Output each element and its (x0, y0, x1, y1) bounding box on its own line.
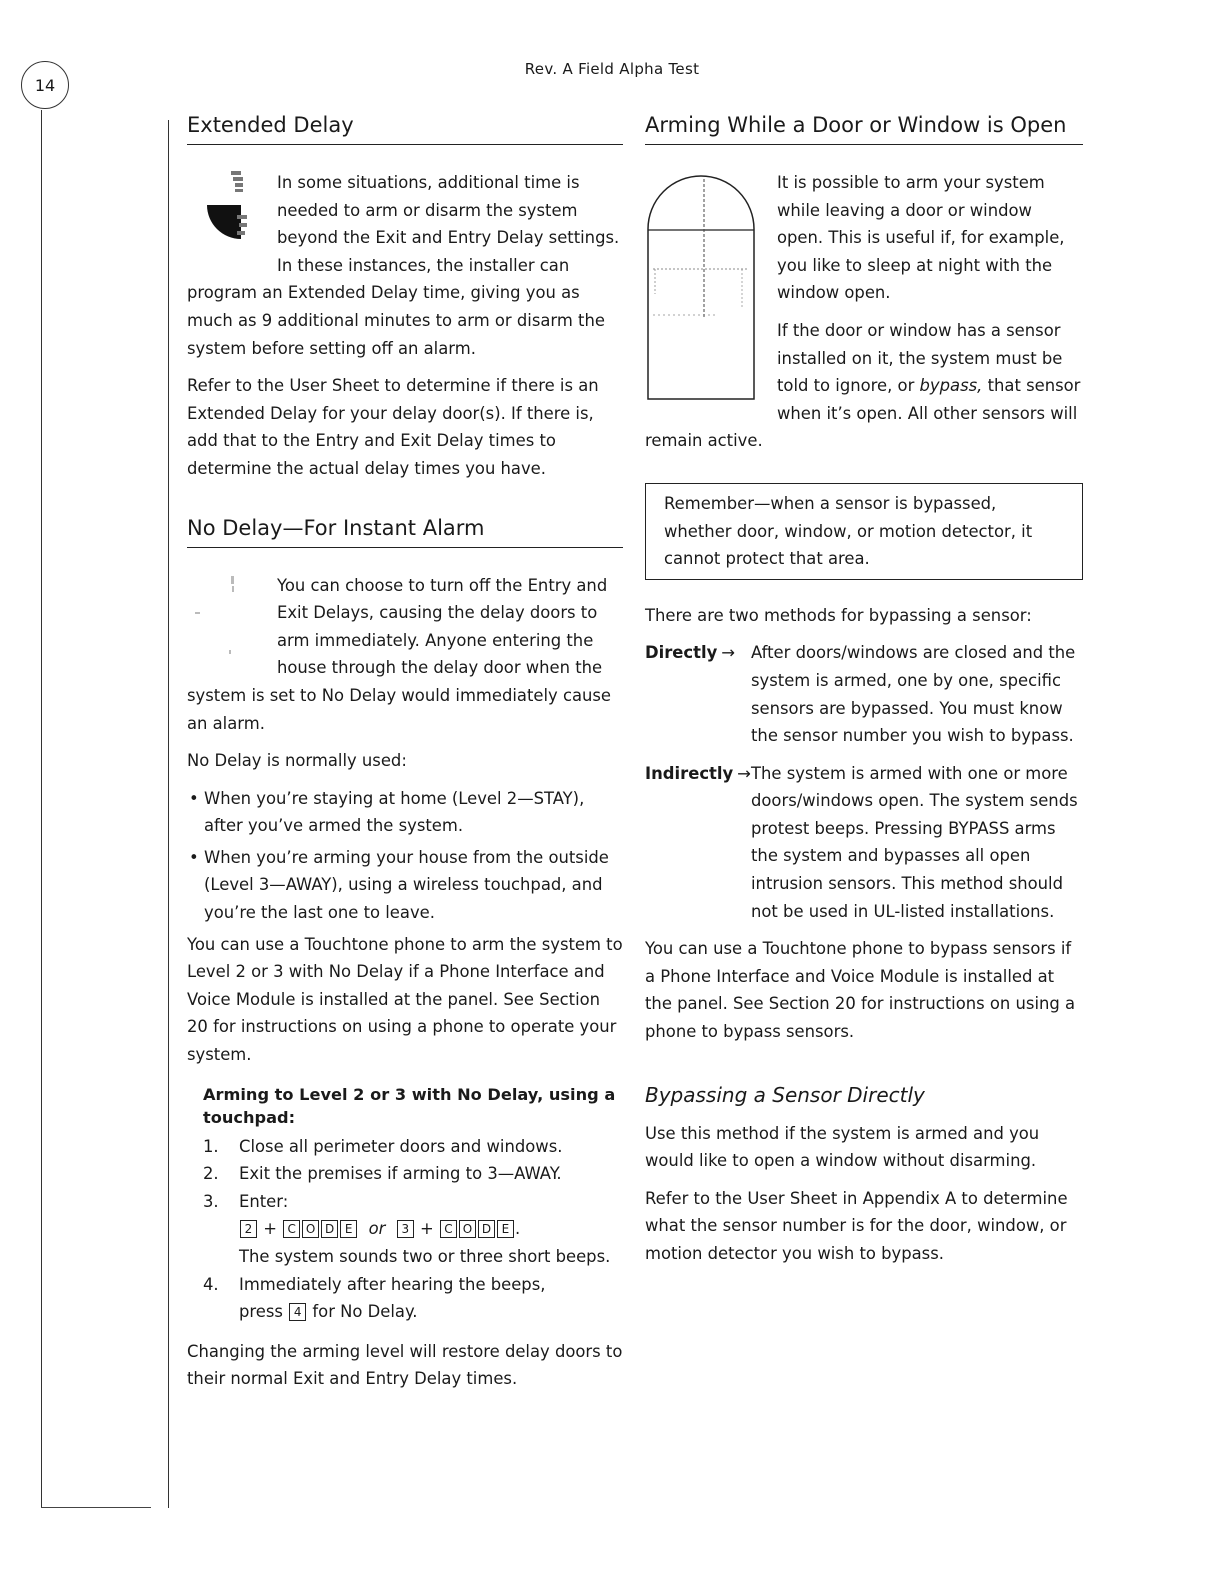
bypass-para1: Use this method if the system is armed and you would like to open a window without disarming. (645, 1123, 1040, 1171)
arming-open-para2: If the door or window has a sensor installed on it, the system must be told to ignore, or bypass, that sensor when it’s open. All other sensors will remain active. (645, 320, 1081, 451)
running-head: Rev. A Field Alpha Test (524, 60, 700, 78)
list-item: • When you’re arming your house from the outside (Level 3—AWAY), using a wireless touchpad, and you’re the last one to leave. (189, 847, 609, 923)
key-sequence: 2 + C O D E or 3 + C O D E . (239, 1219, 520, 1238)
keypad-key: E (497, 1220, 514, 1238)
keypad-key: C (283, 1220, 300, 1238)
step3-result: The system sounds two or three short beeps. (239, 1247, 611, 1266)
remember-note-text: Remember—when a sensor is bypassed, whether door, window, or motion detector, it cannot protect that area. (664, 493, 1033, 569)
methods-intro: There are two methods for bypassing a sensor: (645, 605, 1032, 625)
extended-delay-section (187, 169, 623, 483)
arming-open-section (645, 169, 1083, 1268)
left-column (187, 110, 623, 1403)
arming-steps (187, 1133, 623, 1326)
arming-open-heading: Arming While a Door or Window is Open (645, 110, 1083, 145)
arming-subheading: Arming to Level 2 or 3 with No Delay, using a touchpad: (203, 1084, 616, 1127)
indirectly-term: Indirectly (645, 763, 734, 783)
method-indirectly (645, 760, 1083, 926)
keypad-key: O (302, 1220, 319, 1238)
column-rule (168, 120, 169, 1508)
remember-note-box (645, 483, 1083, 580)
arming-open-para1: It is possible to arm your system while leaving a door or window open. This is useful if, for example, you like to sleep at night with the window open. (777, 173, 1065, 303)
keypad-key: 4 (289, 1303, 306, 1321)
directly-text: After doors/windows are closed and the system is armed, one by one, specific sensors are bypassed. You must know the sensor number you wish to bypass. (751, 643, 1076, 746)
keypad-key: 3 (397, 1220, 414, 1238)
keypad-key: D (478, 1220, 495, 1238)
no-delay-para3: You can use a Touchtone phone to arm the system to Level 2 or 3 with No Delay if a Phone Interface and Voice Module is installed at the panel. See Section 20 for instructions on using a phone to operate your system. (187, 934, 623, 1065)
faint-clock-illustration-icon (187, 572, 275, 668)
no-delay-para4: Changing the arming level will restore delay doors to their normal Exit and Entry Delay times. (187, 1341, 623, 1389)
bypass-directly-heading: Bypassing a Sensor Directly (645, 1082, 925, 1107)
method-directly (645, 639, 1083, 749)
keypad-key: C (440, 1220, 457, 1238)
extended-delay-para1: In some situations, additional time is needed to arm or disarm the system beyond the Exit and Entry Delay settings. In these instances, the installer can program an Extended Delay time, giving you as much as 9 additional minutes to arm or disarm the system before setting off an alarm. (187, 173, 620, 358)
list-item: 3. Enter: 2 + C O D E or 3 + C O D E . The system sounds two or three short beeps. (203, 1191, 611, 1266)
arrow-right-icon: → (721, 643, 736, 663)
list-item: • When you’re staying at home (Level 2—STAY), after you’ve armed the system. (189, 788, 585, 836)
keypad-key: 2 (240, 1220, 257, 1238)
bypass-para2: Refer to the User Sheet in Appendix A to determine what the sensor number is for the door, window, or motion detector you wish to bypass. (645, 1188, 1068, 1263)
window-illustration-icon (645, 169, 757, 401)
no-delay-heading: No Delay—For Instant Alarm (187, 513, 623, 548)
directly-term: Directly (645, 643, 718, 663)
right-column (645, 110, 1083, 1278)
no-delay-section (187, 572, 623, 1393)
margin-foot-rule (41, 1507, 151, 1508)
keypad-key: O (459, 1220, 476, 1238)
list-item: 2. Exit the premises if arming to 3—AWAY. (203, 1164, 562, 1184)
list-item: 4. Immediately after hearing the beeps, press 4 for No Delay. (203, 1274, 546, 1322)
indirectly-text: The system is armed with one or more doors/windows open. The system sends protest beeps. Pressing BYPASS arms the system and bypasses all open intrusion sensors. This method should not be used in UL-listed installations. (751, 763, 1078, 921)
keypad-key: E (340, 1220, 357, 1238)
arrow-right-icon: → (737, 763, 751, 783)
no-delay-para2: No Delay is normally used: (187, 751, 407, 771)
clock-illustration-icon (187, 169, 275, 259)
extended-delay-para2: Refer to the User Sheet to determine if there is an Extended Delay for your delay door(s). If there is, add that to the Entry and Exit Delay times to determine the actual delay times you have. (187, 376, 599, 478)
extended-delay-heading: Extended Delay (187, 110, 623, 145)
no-delay-bullet-list (187, 785, 623, 927)
list-item: 1. Close all perimeter doors and windows. (203, 1136, 563, 1156)
keypad-key: D (321, 1220, 338, 1238)
no-delay-para1: You can choose to turn off the Entry and Exit Delays, causing the delay doors to arm immediately. Anyone entering the house through the delay door when the system is set to No Delay would immediately cause an alarm. (187, 575, 612, 733)
margin-rule (41, 110, 42, 1508)
touchtone-para: You can use a Touchtone phone to bypass sensors if a Phone Interface and Voice Module is installed at the panel. See Section 20 for instructions on using a phone to bypass sensors. (645, 939, 1076, 1042)
page-number: 14 (21, 61, 69, 109)
